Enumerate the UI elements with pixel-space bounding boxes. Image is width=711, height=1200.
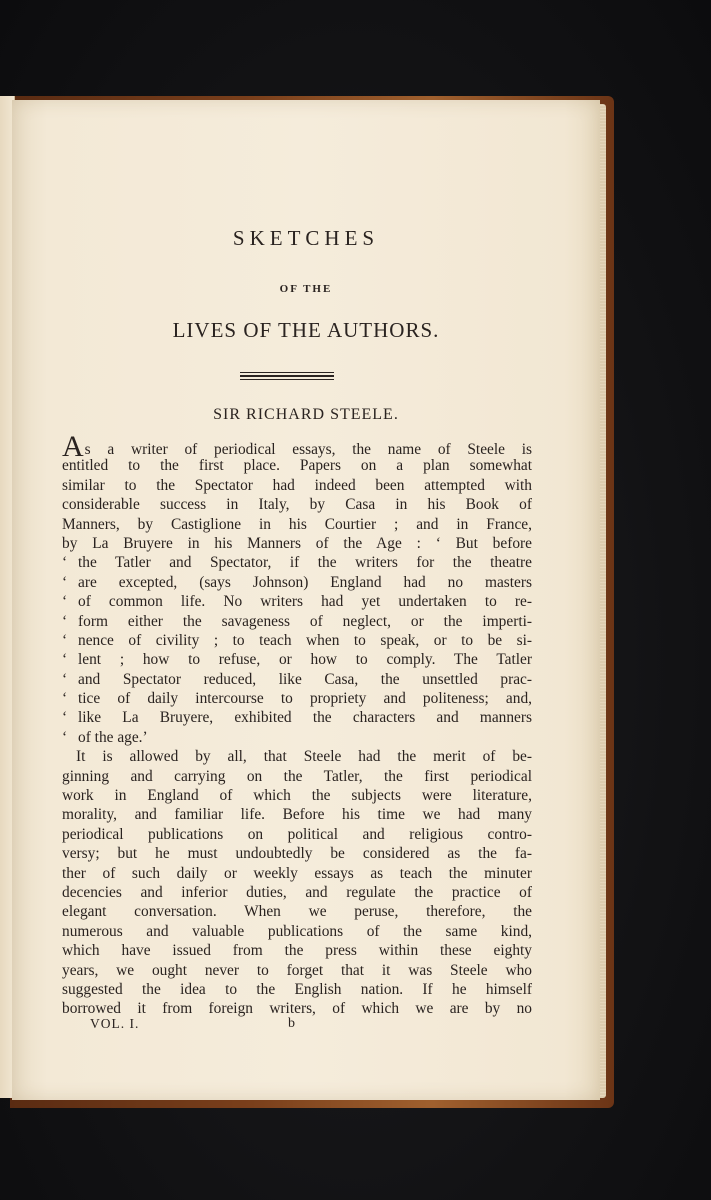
text-line: [62, 767, 532, 786]
line-text: work in England of which the subjects were literature,: [62, 787, 532, 805]
text-line: [62, 476, 532, 495]
line-text: like La Bruyere, exhibited the characters and manners: [78, 709, 532, 727]
text-line: [62, 612, 532, 631]
line-text: It is allowed by all, that Steele had the merit of be-: [76, 748, 532, 766]
line-text: nence of civility ; to teach when to speak, or to be si-: [78, 631, 532, 649]
line-text: of common life. No writers had yet undertaken to re-: [78, 593, 532, 611]
quote-mark: ‘: [62, 593, 68, 611]
line-text: [62, 430, 532, 463]
text-line: [62, 844, 532, 863]
text-line: [62, 495, 532, 514]
line-text: of the age.’: [78, 728, 148, 746]
line-text: borrowed it from foreign writers, of which we are by no: [62, 1000, 532, 1018]
ornamental-rule-top: [240, 372, 334, 373]
text-line: [62, 650, 532, 669]
line-text: are excepted, (says Johnson) England had no masters: [78, 573, 532, 591]
line-text: versy; but he must undoubtedly be considered as the fa-: [62, 845, 532, 863]
line-text: ther of such daily or weekly essays as teach the minuter: [62, 864, 532, 882]
text-line: [62, 825, 532, 844]
drop-capital: A: [62, 430, 84, 463]
line-text: which have issued from the press within these eighty: [62, 942, 532, 960]
text-line: [62, 430, 532, 463]
text-line: [62, 747, 532, 766]
text-line: [62, 534, 532, 553]
text-line: [62, 728, 532, 747]
text-line: [62, 670, 532, 689]
text-line: [62, 980, 532, 999]
text-line: [62, 922, 532, 941]
line-text: similar to the Spectator had indeed been attempted with: [62, 476, 532, 494]
text-line: [62, 961, 532, 980]
ornamental-rule-middle: [240, 375, 334, 377]
title-lives-of-the-authors: LIVES OF THE AUTHORS.: [172, 318, 440, 342]
line-text: lent ; how to refuse, or how to comply. The Tatler: [78, 651, 532, 669]
first-line-rest: s a writer of periodical essays, the name of Steele is: [84, 441, 532, 458]
text-line: [62, 805, 532, 824]
line-text: the Tatler and Spectator, if the writers for the theatre: [78, 554, 532, 572]
line-text: by La Bruyere in his Manners of the Age : ‘ But before: [62, 534, 532, 552]
quote-mark: ‘: [62, 690, 68, 708]
ornamental-rule-bottom: [240, 379, 334, 380]
text-line: [62, 708, 532, 727]
quote-mark: ‘: [62, 709, 68, 727]
text-line: [62, 902, 532, 921]
quote-mark: ‘: [62, 631, 68, 649]
text-line: [62, 786, 532, 805]
title-sketches: SKETCHES: [232, 226, 380, 250]
section-heading: SIR RICHARD STEELE.: [213, 406, 399, 423]
line-text: entitled to the first place. Papers on a plan somewhat: [62, 457, 532, 475]
line-text: and Spectator reduced, like Casa, the unsettled prac-: [78, 670, 532, 688]
text-line: [62, 515, 532, 534]
text-line: [62, 631, 532, 650]
line-text: tice of daily intercourse to propriety and politeness; and,: [78, 690, 532, 708]
line-text: morality, and familiar life. Before his time we had many: [62, 806, 532, 824]
title-of-the: OF THE: [279, 283, 333, 295]
line-text: ginning and carrying on the Tatler, the first periodical: [62, 767, 532, 785]
quote-mark: ‘: [62, 612, 68, 630]
signature-mark: b: [288, 1016, 295, 1031]
line-text: form either the savageness of neglect, or the imperti-: [78, 612, 532, 630]
line-text: considerable success in Italy, by Casa in his Book of: [62, 496, 532, 514]
text-line: [62, 883, 532, 902]
quote-mark: ‘: [62, 554, 68, 572]
line-text: elegant conversation. When we peruse, therefore, the: [62, 903, 532, 921]
text-line: [62, 689, 532, 708]
quote-mark: ‘: [62, 573, 68, 591]
text-line: [62, 573, 532, 592]
text-line: [62, 456, 532, 475]
text-line: [62, 864, 532, 883]
text-line: [62, 941, 532, 960]
line-text: numerous and valuable publications of the same kind,: [62, 922, 532, 940]
quote-mark: ‘: [62, 651, 68, 669]
line-text: periodical publications on political and religious contro-: [62, 825, 532, 843]
quote-mark: ‘: [62, 670, 68, 688]
line-text: years, we ought never to forget that it was Steele who: [62, 961, 532, 979]
volume-number: VOL. I.: [90, 1016, 140, 1031]
quote-mark: ‘: [62, 728, 68, 746]
line-text: Manners, by Castiglione in his Courtier ; and in France,: [62, 515, 532, 533]
text-line: [62, 592, 532, 611]
line-text: suggested the idea to the English nation. If he himself: [62, 980, 532, 998]
text-line: [62, 553, 532, 572]
line-text: decencies and inferior duties, and regulate the practice of: [62, 883, 532, 901]
body-text: [62, 430, 532, 1019]
